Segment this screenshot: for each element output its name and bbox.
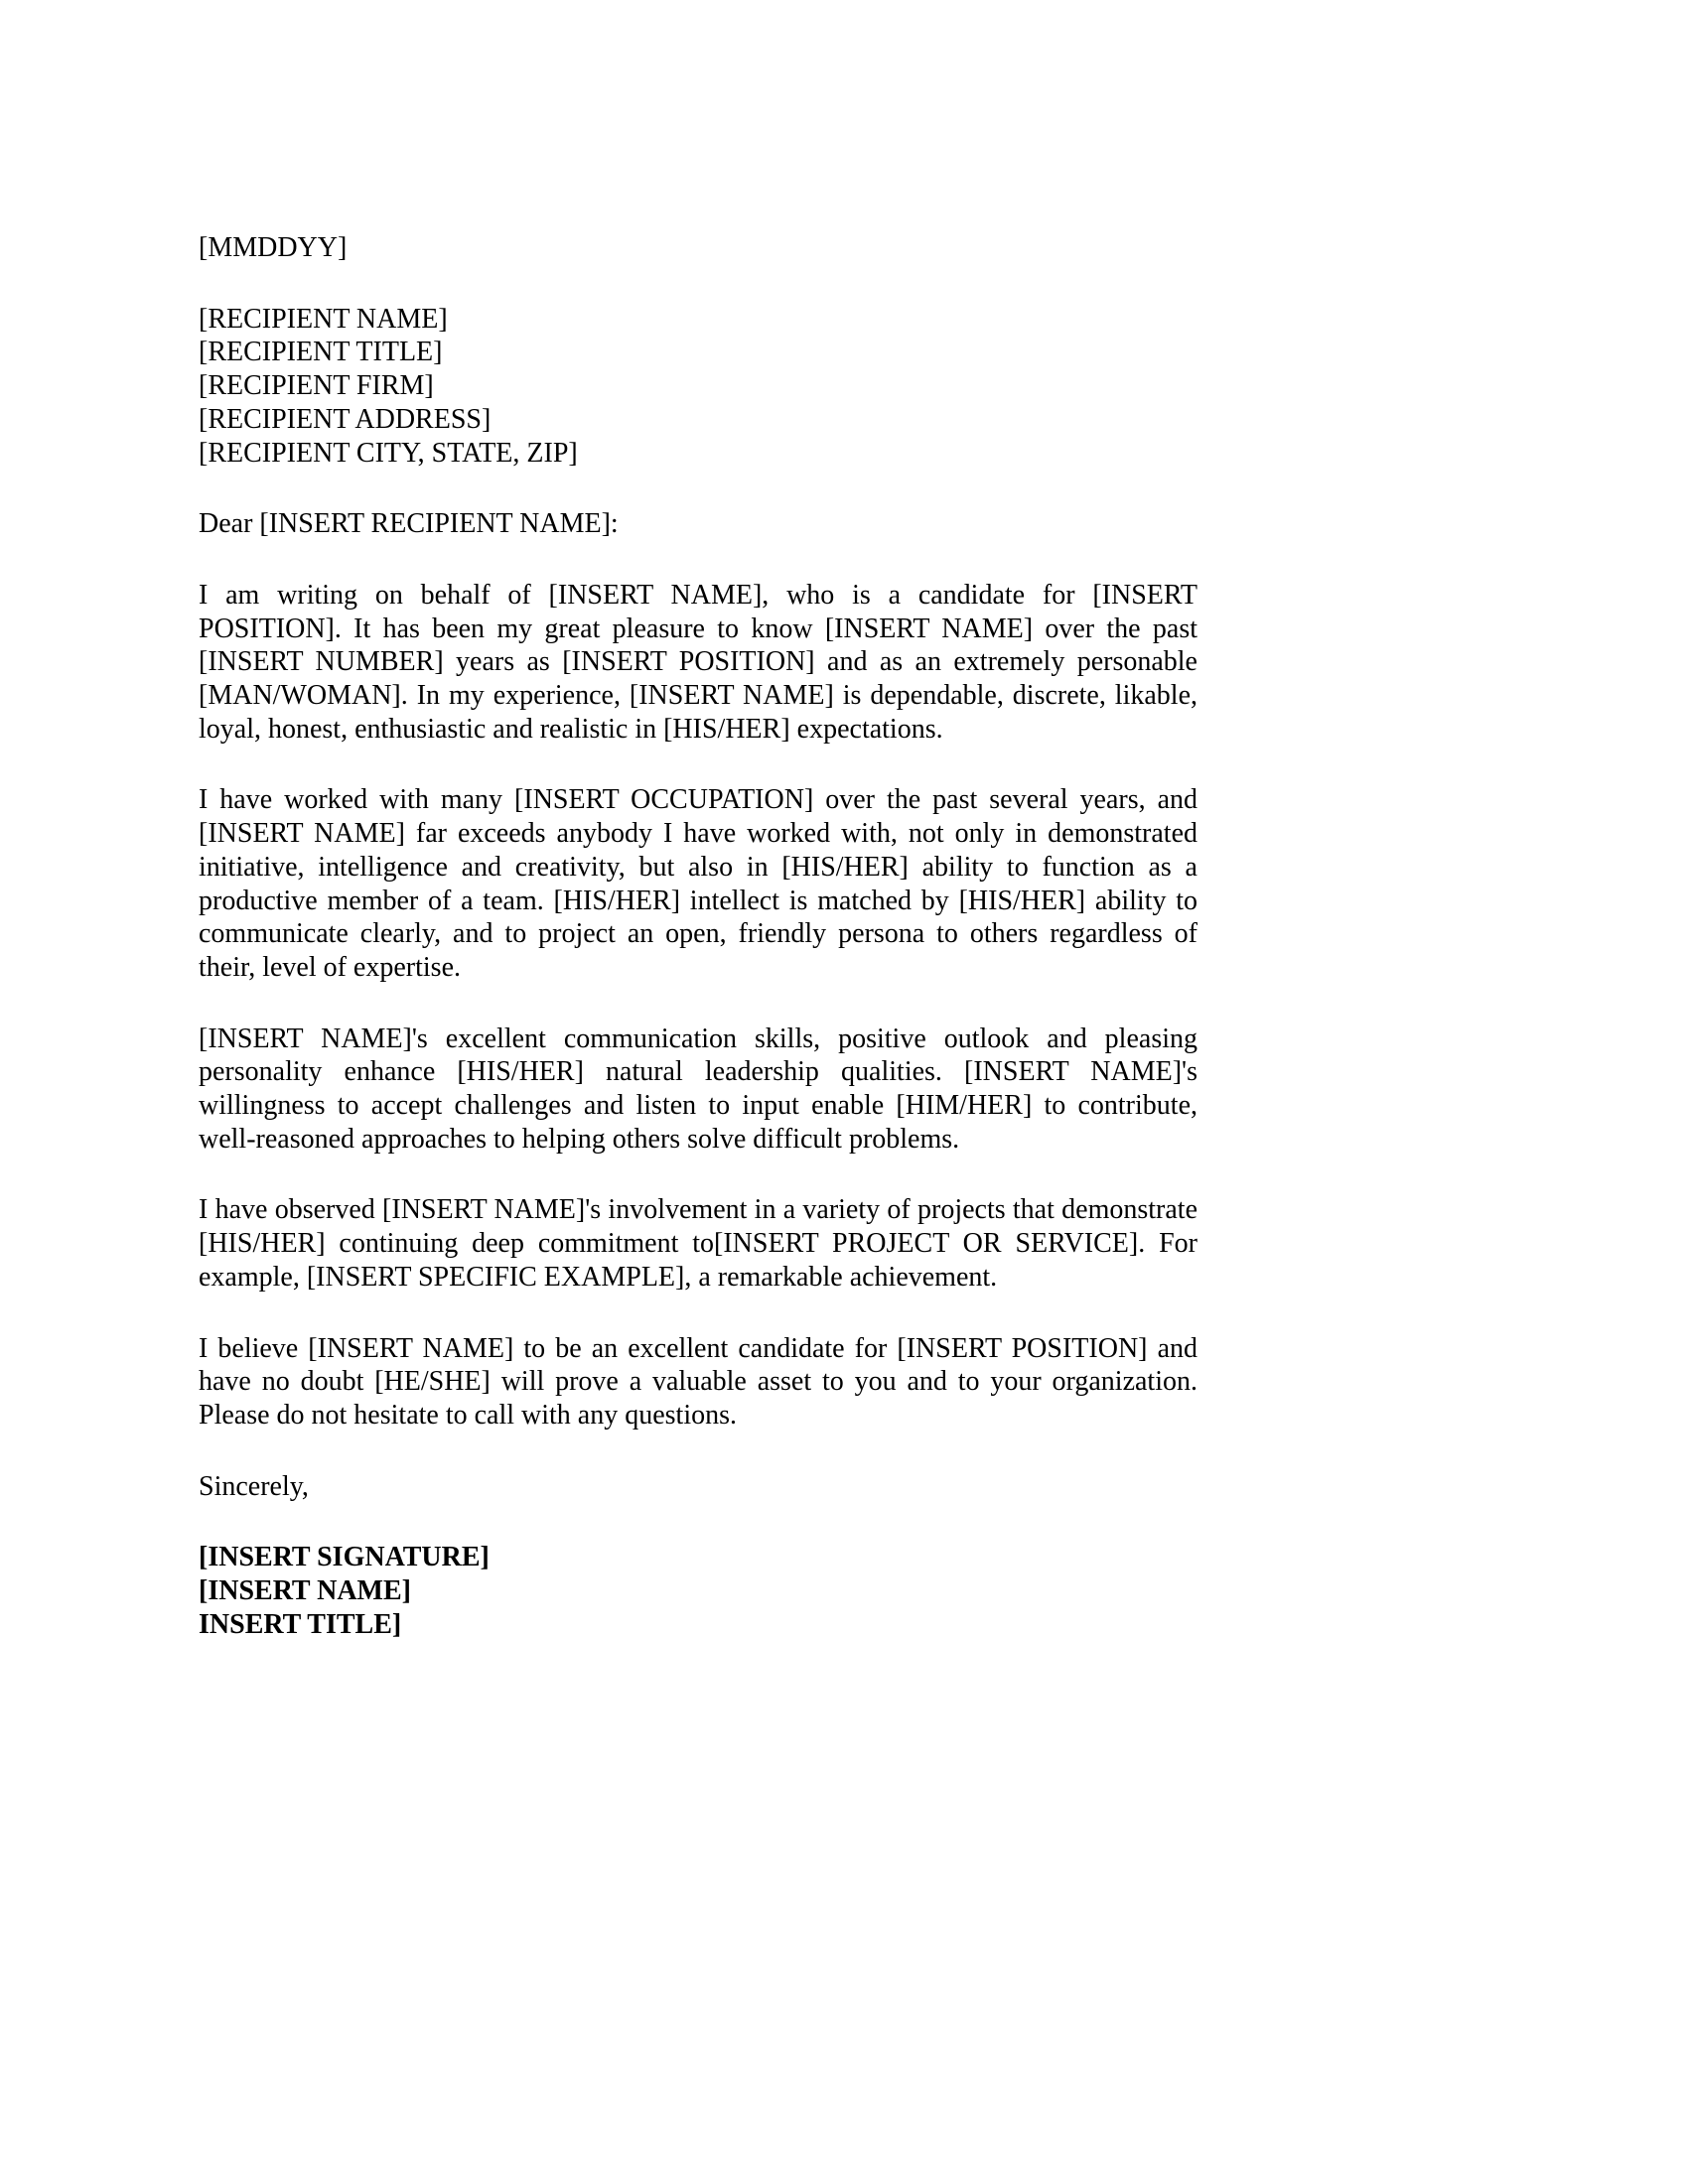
spacer: [199, 1503, 1197, 1541]
spacer: [199, 265, 1197, 303]
paragraph-communication-skills: [INSERT NAME]'s excellent communication skills, positive outlook and pleasing personality enhance [HIS/HER] natural leadership qualities. [INSERT NAME]'s willingness to accept challenges and listen to input enable [HIM/HER] to contribute, well-reasoned approaches to helping others solve difficult problems.: [199, 1023, 1197, 1155]
paragraph-work-experience: I have worked with many [INSERT OCCUPATION] over the past several years, and [INSERT NAME] far exceeds anybody I have worked with, not only in demonstrated initiative, intelligence and creativity, but also in [HIS/HER] ability to function as a productive member of a team. [HIS/HER] intellect is matched by [HIS/HER] ability to communicate clearly, and to project an open, friendly persona to others regardless of their, level of expertise.: [199, 784, 1197, 983]
letter-body: [199, 231, 1197, 1642]
signer-title: INSERT TITLE]: [199, 1608, 402, 1640]
signer-name: [INSERT NAME]: [199, 1575, 411, 1607]
spacer: [199, 1156, 1197, 1193]
recipient-address: [RECIPIENT ADDRESS]: [199, 403, 492, 435]
closing: Sincerely,: [199, 1470, 309, 1502]
signature-line: [INSERT SIGNATURE]: [199, 1542, 490, 1573]
recipient-firm: [RECIPIENT FIRM]: [199, 370, 434, 402]
spacer: [199, 1295, 1197, 1332]
spacer: [199, 985, 1197, 1023]
salutation: Dear [INSERT RECIPIENT NAME]:: [199, 508, 619, 540]
recipient-block: [199, 303, 1197, 471]
letter-date: [MMDDYY]: [199, 232, 348, 263]
recipient-name: [RECIPIENT NAME]: [199, 303, 448, 335]
paragraph-recommendation: I believe [INSERT NAME] to be an excellent candidate for [INSERT POSITION] and have no doubt [HE/SHE] will prove a valuable asset to you and to your organization. Please do not hesitate to call with any questions.: [199, 1332, 1197, 1431]
recipient-city-state-zip: [RECIPIENT CITY, STATE, ZIP]: [199, 437, 578, 469]
spacer: [199, 1433, 1197, 1470]
paragraph-projects: I have observed [INSERT NAME]'s involvement in a variety of projects that demonstrate [HIS/HER] continuing deep commitment to[INSERT PROJECT OR SERVICE]. For example, [INSERT SPECIFIC EXAMPLE], a remarkable achievement.: [199, 1194, 1197, 1293]
paragraph-intro: I am writing on behalf of [INSERT NAME], who is a candidate for [INSERT POSITION]. It has been my great pleasure to know [INSERT NAME] over the past [INSERT NUMBER] years as [INSERT POSITION] and as an extremely personable [MAN/WOMAN]. In my experience, [INSERT NAME] is dependable, discrete, likable, loyal, honest, enthusiastic and realistic in [HIS/HER] expectations.: [199, 579, 1197, 745]
recipient-title: [RECIPIENT TITLE]: [199, 337, 443, 368]
signature-block: [199, 1541, 1197, 1641]
spacer: [199, 746, 1197, 783]
spacer: [199, 470, 1197, 507]
spacer: [199, 541, 1197, 579]
